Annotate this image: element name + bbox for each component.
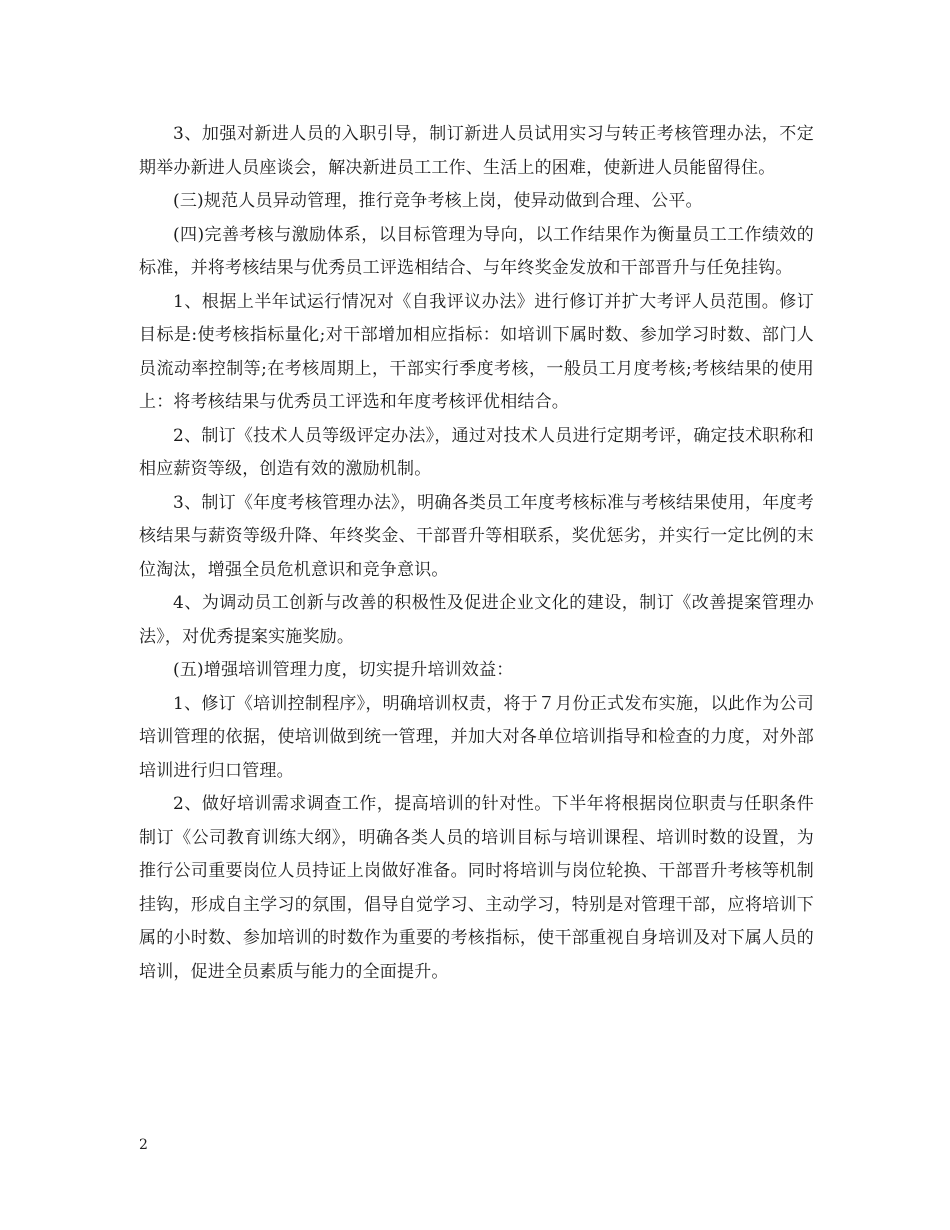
- paragraph-technical-grading: 2、制订《技术人员等级评定办法》，通过对技术人员进行定期考评，确定技术职称和相应薪资等级，创造有效的激励机制。: [139, 425, 814, 479]
- document-body: [139, 118, 814, 989]
- paragraph-section-five: (五)增强培训管理力度，切实提升培训效益：: [173, 660, 514, 680]
- paragraph-training-procedure: 1、修订《培训控制程序》，明确培训权责，将于７月份正式发布实施，以此作为公司培训管理的依据，使培训做到统一管理，并加大对各单位培训指导和检查的力度，对外部培训进行归口管理。: [139, 693, 814, 781]
- paragraph-annual-assessment: 3、制订《年度考核管理办法》，明确各类员工年度考核标准与考核结果使用，年度考核结果与薪资等级升降、年终奖金、干部晋升等相联系，奖优惩劣，并实行一定比例的末位淘汰，增强全员危机意识和竞争意识。: [139, 492, 814, 580]
- paragraph-self-evaluation: 1、根据上半年试运行情况对《自我评议办法》进行修订并扩大考评人员范围。修订目标是:使考核指标量化;对干部增加相应指标：如培训下属时数、参加学习时数、部门人员流动率控制等;在考核周期上，干部实行季度考核，一般员工月度考核;考核结果的使用上：将考核结果与优秀员工评选和年度考核评优相结合。: [139, 291, 814, 412]
- paragraph-section-three: (三)规范人员异动管理，推行竞争考核上岗，使异动做到合理、公平。: [173, 191, 703, 211]
- paragraph-new-staff-guidance: 3、加强对新进人员的入职引导，制订新进人员试用实习与转正考核管理办法，不定期举办新进人员座谈会，解决新进员工工作、生活上的困难，使新进人员能留得住。: [139, 124, 814, 178]
- paragraph-training-needs: 2、做好培训需求调查工作，提高培训的针对性。下半年将根据岗位职责与任职条件制订《公司教育训练大纲》，明确各类人员的培训目标与培训课程、培训时数的设置，为推行公司重要岗位人员持证上岗做好准备。同时将培训与岗位轮换、干部晋升考核等机制挂钩，形成自主学习的氛围，倡导自觉学习、主动学习，特别是对管理干部，应将培训下属的小时数、参加培训的时数作为重要的考核指标，使干部重视自身培训及对下属人员的培训，促进全员素质与能力的全面提升。: [139, 794, 814, 982]
- paragraph-section-four: (四)完善考核与激励体系，以目标管理为导向，以工作结果作为衡量员工工作绩效的标准，并将考核结果与优秀员工评选相结合、与年终奖金发放和干部晋升与任免挂钩。: [139, 224, 814, 278]
- page-number: 2: [139, 1137, 148, 1153]
- paragraph-improvement-proposal: 4、为调动员工创新与改善的积极性及促进企业文化的建设，制订《改善提案管理办法》，对优秀提案实施奖励。: [139, 593, 814, 647]
